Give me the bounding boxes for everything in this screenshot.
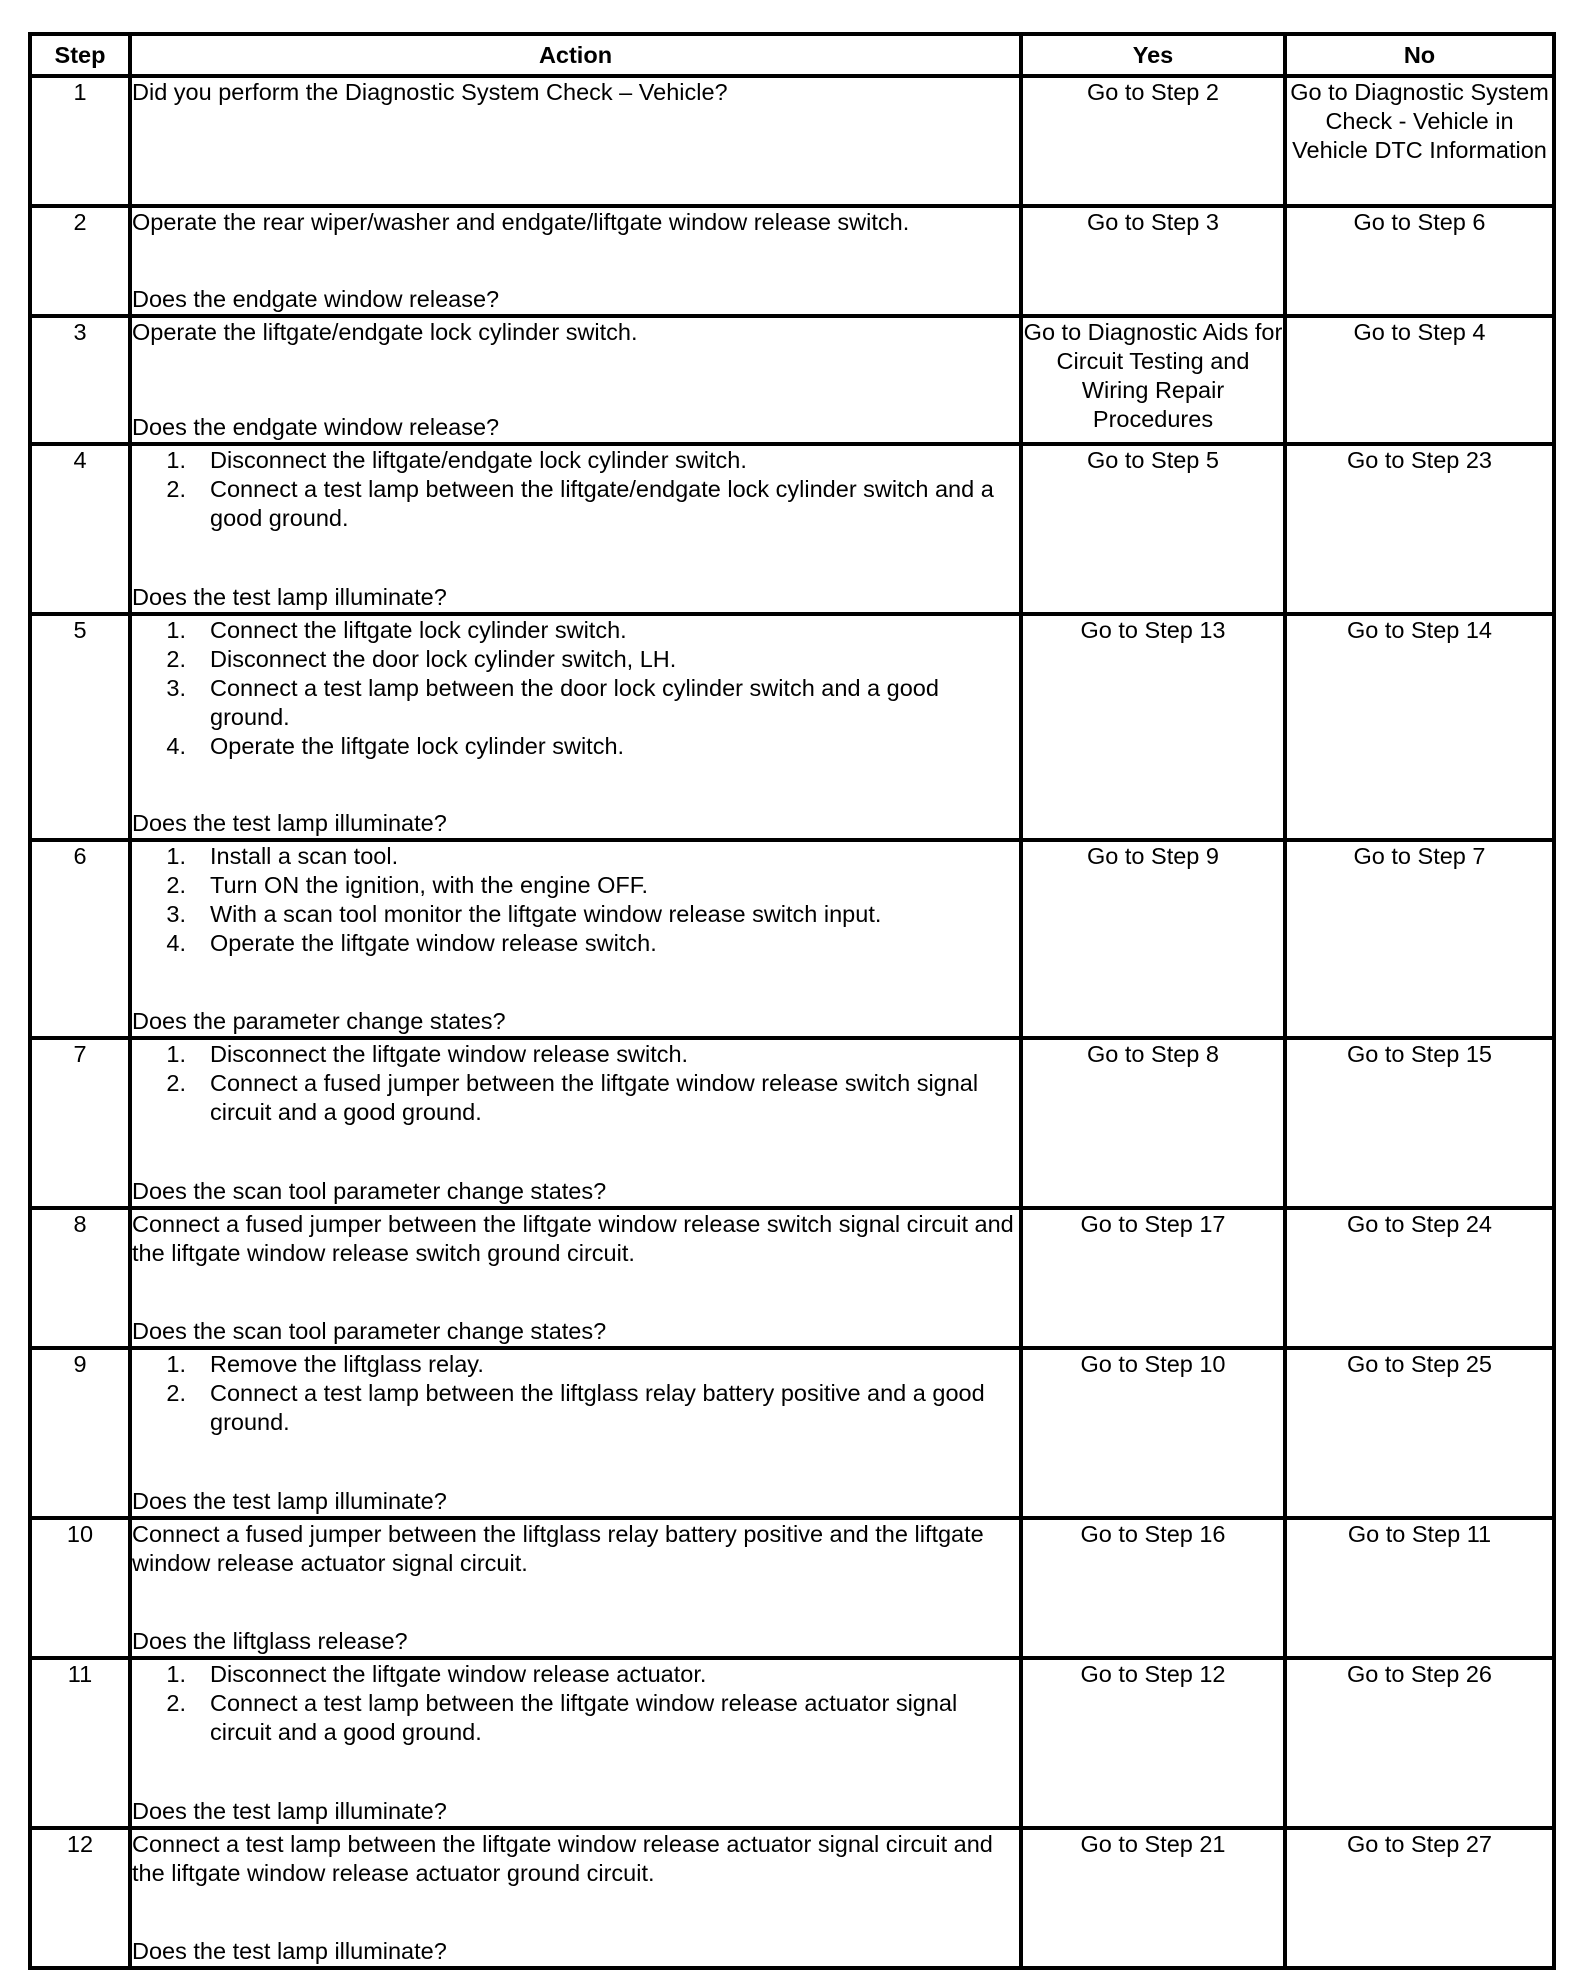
list-item (132, 1660, 1019, 1689)
action-steps-list (132, 1040, 1019, 1127)
action-cell (130, 1208, 1021, 1348)
table-row (30, 76, 1554, 206)
step-number: 2 (30, 206, 130, 316)
list-item (132, 1040, 1019, 1069)
list-item-text: Disconnect the liftgate window release switch. (210, 1041, 689, 1067)
list-item (132, 929, 1019, 958)
action-text: Did you perform the Diagnostic System Check – Vehicle? (132, 79, 728, 105)
action-question: Does the liftglass release? (132, 1628, 408, 1654)
header-step: Step (30, 34, 130, 76)
list-item-number: 1. (166, 617, 186, 643)
no-result: Go to Step 14 (1285, 614, 1554, 840)
list-item (132, 616, 1019, 645)
action-cell (130, 1658, 1021, 1828)
list-item (132, 842, 1019, 871)
yes-result: Go to Step 17 (1021, 1208, 1285, 1348)
step-number: 7 (30, 1038, 130, 1208)
yes-result: Go to Step 5 (1021, 444, 1285, 614)
no-result: Go to Step 4 (1285, 316, 1554, 444)
list-item-text: With a scan tool monitor the liftgate window release switch input. (210, 901, 882, 927)
list-item-text: Connect a test lamp between the liftgate window release actuator signal circuit and a good ground. (210, 1690, 958, 1745)
table-row (30, 1038, 1554, 1208)
step-number: 12 (30, 1828, 130, 1968)
list-item-number: 3. (166, 901, 186, 927)
list-item-text: Disconnect the liftgate/endgate lock cylinder switch. (210, 447, 747, 473)
list-item-number: 2. (166, 1690, 186, 1716)
list-item-text: Turn ON the ignition, with the engine OFF. (210, 872, 649, 898)
action-cell (130, 76, 1021, 206)
list-item-number: 1. (166, 1351, 186, 1377)
action-question: Does the test lamp illuminate? (132, 810, 447, 836)
list-item (132, 1350, 1019, 1379)
list-item (132, 1689, 1019, 1747)
action-question: Does the scan tool parameter change states? (132, 1318, 607, 1344)
table-row (30, 206, 1554, 316)
list-item-text: Operate the liftgate window release switch. (210, 930, 657, 956)
list-item (132, 1069, 1019, 1127)
list-item (132, 900, 1019, 929)
step-number: 1 (30, 76, 130, 206)
header-no: No (1285, 34, 1554, 76)
step-number: 6 (30, 840, 130, 1038)
header-row (30, 34, 1554, 76)
action-question: Does the endgate window release? (132, 414, 500, 440)
action-steps-list (132, 1660, 1019, 1747)
step-number: 8 (30, 1208, 130, 1348)
action-steps-list (132, 1350, 1019, 1437)
no-result: Go to Step 6 (1285, 206, 1554, 316)
yes-result: Go to Step 9 (1021, 840, 1285, 1038)
action-cell (130, 206, 1021, 316)
action-question: Does the test lamp illuminate? (132, 584, 447, 610)
action-text: Connect a test lamp between the liftgate window release actuator signal circuit and the liftgate window release actuator ground circuit. (132, 1831, 993, 1886)
step-number: 4 (30, 444, 130, 614)
table-row (30, 1348, 1554, 1518)
yes-result: Go to Step 10 (1021, 1348, 1285, 1518)
list-item-number: 1. (166, 1661, 186, 1687)
list-item-number: 4. (166, 930, 186, 956)
list-item-number: 4. (166, 733, 186, 759)
action-question: Does the test lamp illuminate? (132, 1938, 447, 1964)
step-number: 11 (30, 1658, 130, 1828)
no-result: Go to Step 11 (1285, 1518, 1554, 1658)
list-item-number: 2. (166, 1380, 186, 1406)
no-result: Go to Step 25 (1285, 1348, 1554, 1518)
header-yes: Yes (1021, 34, 1285, 76)
step-number: 10 (30, 1518, 130, 1658)
list-item (132, 732, 1019, 761)
no-result: Go to Step 27 (1285, 1828, 1554, 1968)
action-steps-list (132, 842, 1019, 958)
no-result: Go to Step 15 (1285, 1038, 1554, 1208)
table-row (30, 1658, 1554, 1828)
action-cell (130, 316, 1021, 444)
list-item-text: Connect a fused jumper between the liftgate window release switch signal circuit and a good ground. (210, 1070, 979, 1125)
action-text: Connect a fused jumper between the liftglass relay battery positive and the liftgate window release actuator signal circuit. (132, 1521, 984, 1576)
yes-result: Go to Step 12 (1021, 1658, 1285, 1828)
yes-result: Go to Step 21 (1021, 1828, 1285, 1968)
step-number: 5 (30, 614, 130, 840)
list-item-number: 2. (166, 872, 186, 898)
action-cell (130, 1828, 1021, 1968)
list-item-text: Disconnect the door lock cylinder switch, LH. (210, 646, 677, 672)
no-result: Go to Step 24 (1285, 1208, 1554, 1348)
list-item (132, 1379, 1019, 1437)
list-item-text: Connect the liftgate lock cylinder switch. (210, 617, 627, 643)
action-cell (130, 614, 1021, 840)
action-text: Connect a fused jumper between the liftgate window release switch signal circuit and the liftgate window release switch ground circuit. (132, 1211, 1014, 1266)
yes-result: Go to Step 2 (1021, 76, 1285, 206)
action-question: Does the endgate window release? (132, 286, 500, 312)
list-item (132, 674, 1019, 732)
action-cell (130, 840, 1021, 1038)
list-item-text: Connect a test lamp between the liftgate/endgate lock cylinder switch and a good ground. (210, 476, 994, 531)
no-result: Go to Diagnostic System Check - Vehicle in Vehicle DTC Information (1285, 76, 1554, 206)
step-number: 9 (30, 1348, 130, 1518)
action-steps-list (132, 446, 1019, 533)
table-row (30, 1828, 1554, 1968)
action-cell (130, 1038, 1021, 1208)
list-item-text: Operate the liftgate lock cylinder switch. (210, 733, 625, 759)
header-action: Action (130, 34, 1021, 76)
list-item-number: 1. (166, 447, 186, 473)
step-number: 3 (30, 316, 130, 444)
no-result: Go to Step 23 (1285, 444, 1554, 614)
table-row (30, 614, 1554, 840)
action-cell (130, 1518, 1021, 1658)
list-item (132, 475, 1019, 533)
list-item-number: 2. (166, 476, 186, 502)
yes-result: Go to Step 8 (1021, 1038, 1285, 1208)
diagnostic-table (28, 32, 1556, 1970)
action-cell (130, 444, 1021, 614)
list-item-text: Install a scan tool. (210, 843, 399, 869)
list-item-number: 2. (166, 646, 186, 672)
table-row (30, 444, 1554, 614)
list-item (132, 871, 1019, 900)
action-question: Does the scan tool parameter change states? (132, 1178, 607, 1204)
no-result: Go to Step 26 (1285, 1658, 1554, 1828)
list-item-number: 1. (166, 1041, 186, 1067)
list-item-text: Remove the liftglass relay. (210, 1351, 484, 1377)
action-text: Operate the liftgate/endgate lock cylinder switch. (132, 319, 638, 345)
list-item-number: 1. (166, 843, 186, 869)
list-item (132, 446, 1019, 475)
table-row (30, 1208, 1554, 1348)
action-text: Operate the rear wiper/washer and endgate/liftgate window release switch. (132, 209, 910, 235)
action-cell (130, 1348, 1021, 1518)
action-question: Does the test lamp illuminate? (132, 1798, 447, 1824)
list-item (132, 645, 1019, 674)
yes-result: Go to Step 16 (1021, 1518, 1285, 1658)
table-row (30, 840, 1554, 1038)
action-question: Does the test lamp illuminate? (132, 1488, 447, 1514)
table-row (30, 316, 1554, 444)
list-item-number: 3. (166, 675, 186, 701)
list-item-number: 2. (166, 1070, 186, 1096)
action-steps-list (132, 616, 1019, 761)
no-result: Go to Step 7 (1285, 840, 1554, 1038)
list-item-text: Disconnect the liftgate window release actuator. (210, 1661, 707, 1687)
list-item-text: Connect a test lamp between the liftglass relay battery positive and a good ground. (210, 1380, 985, 1435)
list-item-text: Connect a test lamp between the door lock cylinder switch and a good ground. (210, 675, 939, 730)
yes-result: Go to Diagnostic Aids for Circuit Testing and Wiring Repair Procedures (1021, 316, 1285, 444)
yes-result: Go to Step 3 (1021, 206, 1285, 316)
table-row (30, 1518, 1554, 1658)
yes-result: Go to Step 13 (1021, 614, 1285, 840)
action-question: Does the parameter change states? (132, 1008, 506, 1034)
